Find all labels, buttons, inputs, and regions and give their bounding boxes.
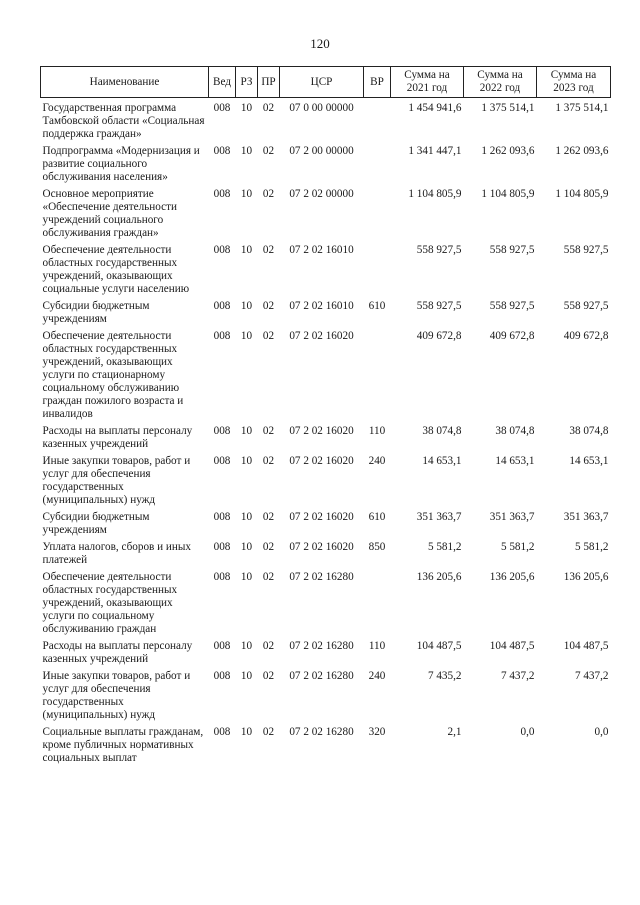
row-vr: 610 — [368, 511, 386, 523]
row-sum-2023: 136 205,6 — [563, 571, 609, 583]
table-row — [41, 541, 611, 571]
table-row — [41, 425, 611, 455]
row-csr: 07 2 00 00000 — [289, 145, 354, 157]
row-sum-2022: 0,0 — [520, 726, 535, 738]
row-sum-2021: 136 205,6 — [416, 571, 462, 583]
row-sum-2021: 2,1 — [447, 726, 462, 738]
row-csr: 07 2 02 16020 — [289, 511, 354, 523]
table-row — [41, 145, 611, 188]
table-row — [41, 571, 611, 640]
row-vr — [364, 188, 391, 244]
row-pr: 02 — [262, 188, 275, 200]
row-pr: 02 — [262, 511, 275, 523]
row-pr: 02 — [262, 726, 275, 738]
row-ved: 008 — [213, 541, 231, 553]
header-sum-2023: Сумма на 2023 год — [537, 67, 611, 98]
budget-table — [40, 66, 611, 769]
row-sum-2022: 38 074,8 — [495, 425, 535, 437]
row-sum-2022: 1 104 805,9 — [481, 188, 535, 200]
row-sum-2021: 1 454 941,6 — [408, 102, 462, 114]
row-name: Уплата налогов, сборов и иных платежей — [42, 541, 192, 566]
row-sum-2021: 7 435,2 — [427, 670, 462, 682]
table-row — [41, 330, 611, 425]
row-sum-2021: 5 581,2 — [427, 541, 462, 553]
header-rz: РЗ — [236, 67, 258, 98]
row-sum-2023: 5 581,2 — [574, 541, 609, 553]
row-name: Подпрограмма «Модернизация и развитие социального обслуживания населения» — [42, 145, 200, 183]
row-sum-2021: 351 363,7 — [416, 511, 462, 523]
header-pr: ПР — [258, 67, 280, 98]
row-sum-2022: 1 262 093,6 — [481, 145, 535, 157]
row-pr: 02 — [262, 571, 275, 583]
row-sum-2022: 409 672,8 — [489, 330, 535, 342]
row-sum-2023: 0,0 — [594, 726, 609, 738]
header-sum-2021: Сумма на 2021 год — [391, 67, 464, 98]
row-sum-2022: 14 653,1 — [495, 455, 535, 467]
row-ved: 008 — [213, 300, 231, 312]
row-csr: 07 2 02 00000 — [289, 188, 354, 200]
row-rz: 10 — [240, 330, 253, 342]
row-rz: 10 — [240, 640, 253, 652]
row-rz: 10 — [240, 571, 253, 583]
table-row — [41, 98, 611, 146]
row-rz: 10 — [240, 726, 253, 738]
row-vr: 610 — [368, 300, 386, 312]
row-pr: 02 — [262, 670, 275, 682]
row-vr: 110 — [368, 425, 386, 437]
row-csr: 07 2 02 16020 — [289, 425, 354, 437]
table-row — [41, 670, 611, 726]
row-rz: 10 — [240, 145, 253, 157]
row-rz: 10 — [240, 541, 253, 553]
row-sum-2023: 38 074,8 — [569, 425, 609, 437]
row-sum-2021: 409 672,8 — [416, 330, 462, 342]
row-name: Расходы на выплаты персоналу казенных учреждений — [42, 640, 193, 665]
row-csr: 07 2 02 16010 — [289, 244, 354, 256]
row-sum-2021: 38 074,8 — [422, 425, 462, 437]
row-vr — [364, 145, 391, 188]
table-row — [41, 300, 611, 330]
row-csr: 07 2 02 16280 — [289, 640, 354, 652]
row-sum-2023: 558 927,5 — [563, 244, 609, 256]
table-row — [41, 455, 611, 511]
table-header — [41, 67, 611, 98]
row-sum-2023: 104 487,5 — [563, 640, 609, 652]
row-sum-2023: 351 363,7 — [563, 511, 609, 523]
row-csr: 07 2 02 16010 — [289, 300, 354, 312]
row-ved: 008 — [213, 640, 231, 652]
row-csr: 07 2 02 16280 — [289, 670, 354, 682]
row-ved: 008 — [213, 670, 231, 682]
row-vr — [364, 244, 391, 300]
row-vr: 110 — [368, 640, 386, 652]
row-vr: 240 — [368, 455, 386, 467]
row-vr: 320 — [368, 726, 386, 738]
row-csr: 07 2 02 16020 — [289, 541, 354, 553]
row-vr: 240 — [368, 670, 386, 682]
row-vr: 850 — [368, 541, 386, 553]
row-vr — [364, 571, 391, 640]
row-pr: 02 — [262, 640, 275, 652]
row-csr: 07 2 02 16020 — [289, 330, 354, 342]
table-row — [41, 244, 611, 300]
row-ved: 008 — [213, 102, 231, 114]
row-rz: 10 — [240, 244, 253, 256]
row-ved: 008 — [213, 571, 231, 583]
row-sum-2022: 558 927,5 — [489, 244, 535, 256]
row-vr — [364, 98, 391, 146]
row-pr: 02 — [262, 425, 275, 437]
row-sum-2021: 1 104 805,9 — [408, 188, 462, 200]
row-name: Субсидии бюджетным учреждениям — [42, 511, 150, 536]
row-ved: 008 — [213, 145, 231, 157]
row-name: Иные закупки товаров, работ и услуг для обеспечения государственных (муниципальных) нужд — [42, 455, 191, 506]
row-rz: 10 — [240, 455, 253, 467]
row-sum-2022: 351 363,7 — [489, 511, 535, 523]
row-sum-2023: 14 653,1 — [569, 455, 609, 467]
row-sum-2022: 558 927,5 — [489, 300, 535, 312]
row-sum-2023: 558 927,5 — [563, 300, 609, 312]
row-name: Государственная программа Тамбовской области «Социальная поддержка граждан» — [42, 102, 205, 140]
row-csr: 07 0 00 00000 — [289, 102, 354, 114]
table-row — [41, 640, 611, 670]
row-name: Субсидии бюджетным учреждениям — [42, 300, 150, 325]
table-row — [41, 511, 611, 541]
row-ved: 008 — [213, 425, 231, 437]
row-sum-2021: 558 927,5 — [416, 300, 462, 312]
row-pr: 02 — [262, 541, 275, 553]
row-sum-2023: 409 672,8 — [563, 330, 609, 342]
row-rz: 10 — [240, 300, 253, 312]
row-name: Основное мероприятие «Обеспечение деятельности учреждений социального обслуживания граждан» — [42, 188, 177, 239]
row-name: Иные закупки товаров, работ и услуг для обеспечения государственных (муниципальных) нужд — [42, 670, 191, 721]
row-rz: 10 — [240, 102, 253, 114]
row-sum-2021: 14 653,1 — [422, 455, 462, 467]
row-ved: 008 — [213, 726, 231, 738]
header-sum-2022: Сумма на 2022 год — [464, 67, 537, 98]
row-sum-2023: 1 262 093,6 — [555, 145, 609, 157]
row-name: Социальные выплаты гражданам, кроме публичных нормативных социальных выплат — [42, 726, 204, 764]
row-sum-2022: 104 487,5 — [489, 640, 535, 652]
row-pr: 02 — [262, 102, 275, 114]
row-sum-2023: 1 104 805,9 — [555, 188, 609, 200]
header-name: Наименование — [41, 67, 209, 98]
row-ved: 008 — [213, 511, 231, 523]
table-row — [41, 188, 611, 244]
row-pr: 02 — [262, 244, 275, 256]
row-rz: 10 — [240, 188, 253, 200]
table-row — [41, 726, 611, 769]
row-rz: 10 — [240, 511, 253, 523]
row-sum-2022: 1 375 514,1 — [481, 102, 535, 114]
header-vr: ВР — [364, 67, 391, 98]
row-sum-2023: 1 375 514,1 — [555, 102, 609, 114]
row-rz: 10 — [240, 425, 253, 437]
header-ved: Вед — [209, 67, 236, 98]
row-vr — [364, 330, 391, 425]
row-ved: 008 — [213, 188, 231, 200]
page-number: 120 — [310, 36, 330, 51]
row-name: Расходы на выплаты персоналу казенных учреждений — [42, 425, 193, 450]
row-ved: 008 — [213, 330, 231, 342]
row-sum-2022: 5 581,2 — [500, 541, 535, 553]
row-sum-2021: 1 341 447,1 — [408, 145, 462, 157]
row-name: Обеспечение деятельности областных государственных учреждений, оказывающих социальные услуги населению — [42, 244, 190, 295]
table-body — [41, 98, 611, 770]
row-sum-2022: 7 437,2 — [500, 670, 535, 682]
row-pr: 02 — [262, 330, 275, 342]
row-sum-2021: 104 487,5 — [416, 640, 462, 652]
row-pr: 02 — [262, 300, 275, 312]
row-name: Обеспечение деятельности областных государственных учреждений, оказывающих услуги по стационарному социальному обслуживанию граждан пожилого возраста и инвалидов — [42, 330, 184, 420]
row-name: Обеспечение деятельности областных государственных учреждений, оказывающих услуги по социальному обслуживанию граждан — [42, 571, 178, 635]
header-csr: ЦСР — [280, 67, 364, 98]
row-ved: 008 — [213, 455, 231, 467]
row-sum-2022: 136 205,6 — [489, 571, 535, 583]
row-pr: 02 — [262, 145, 275, 157]
row-csr: 07 2 02 16280 — [289, 571, 354, 583]
row-pr: 02 — [262, 455, 275, 467]
row-csr: 07 2 02 16280 — [289, 726, 354, 738]
row-sum-2023: 7 437,2 — [574, 670, 609, 682]
row-ved: 008 — [213, 244, 231, 256]
row-rz: 10 — [240, 670, 253, 682]
row-csr: 07 2 02 16020 — [289, 455, 354, 467]
row-sum-2021: 558 927,5 — [416, 244, 462, 256]
